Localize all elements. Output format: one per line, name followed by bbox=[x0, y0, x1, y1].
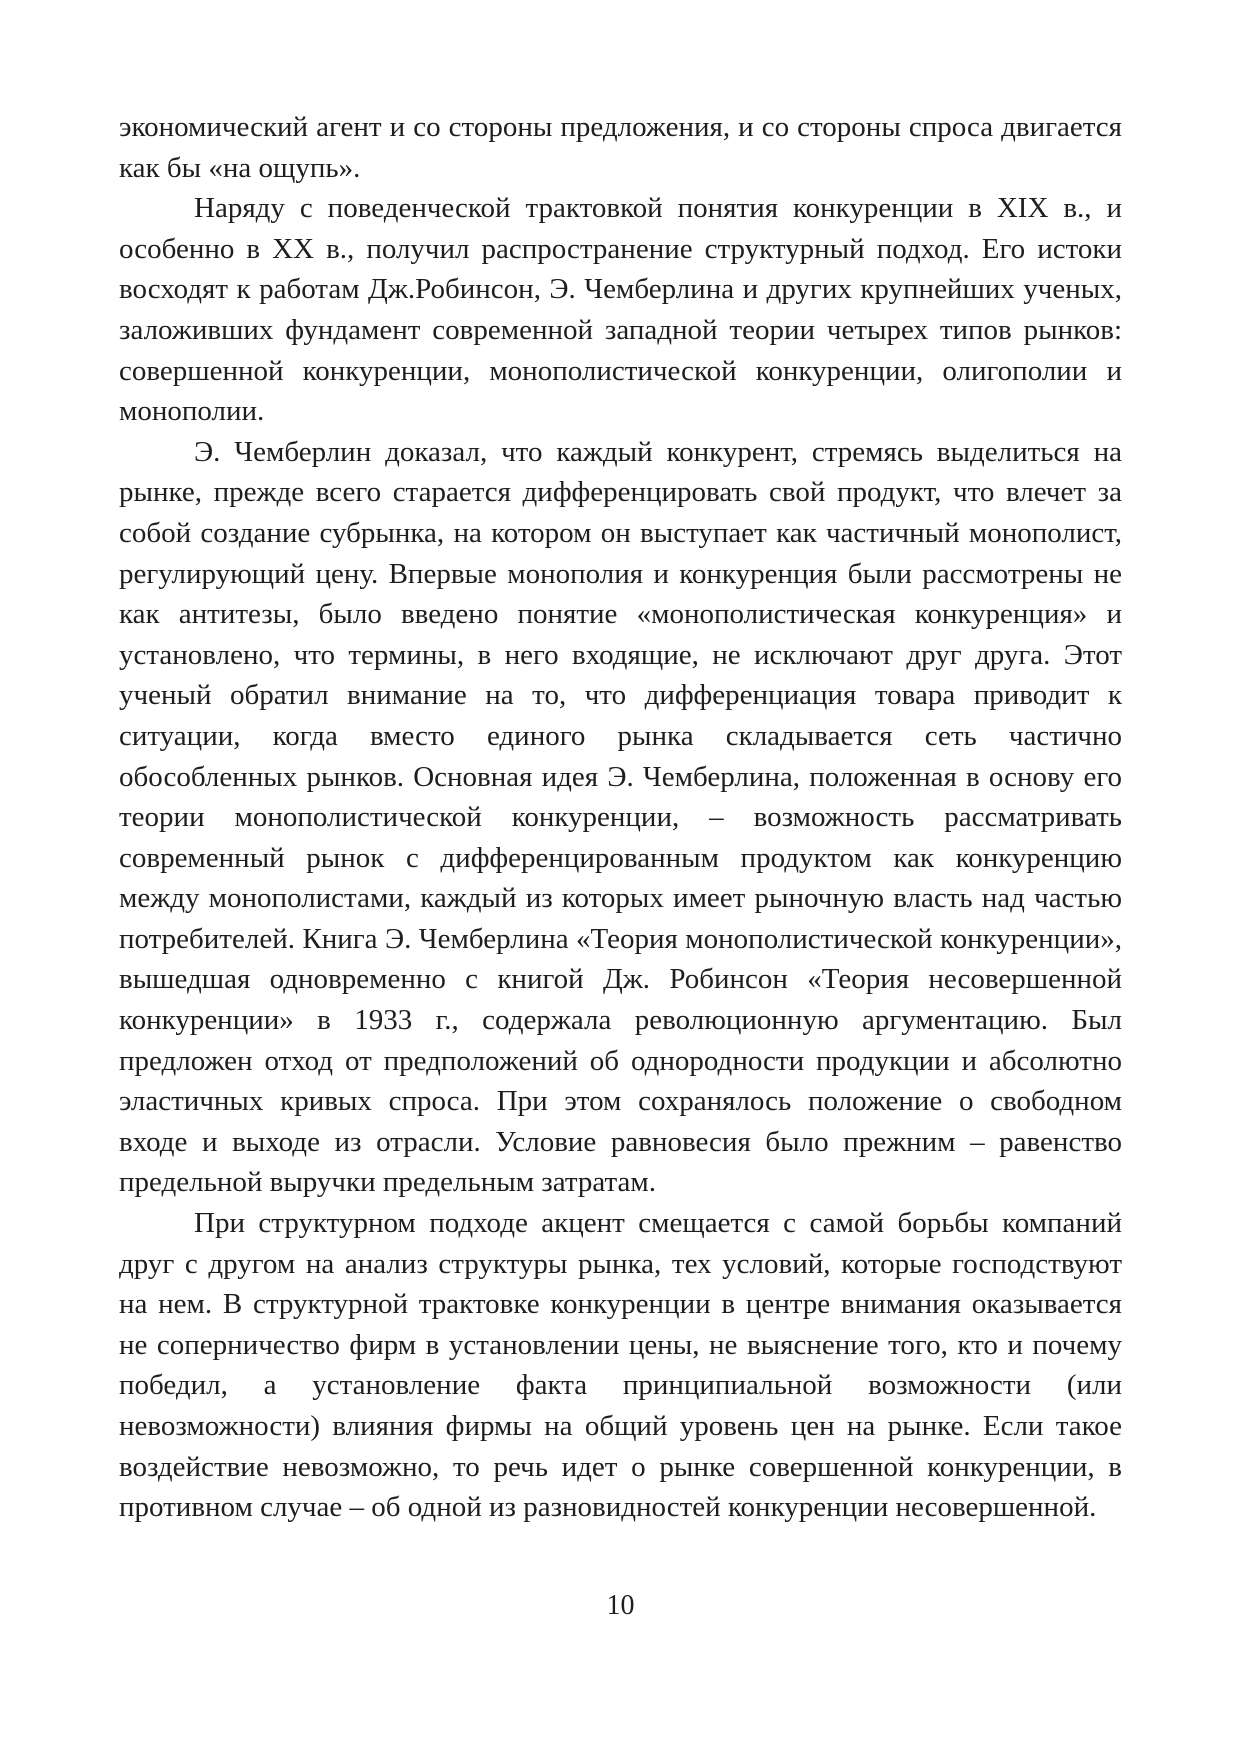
paragraph-structural-approach: Наряду с поведенческой трактовкой понятия конкуренции в XIX в., и особенно в XX в., получил распространение структурный подход. Его истоки восходят к работам Дж.Робинсон, Э. Чемберлина и других крупнейших ученых, заложивших фундамент современной западной теории четырех типов рынков: совершенной конкуренции, монополистической конкуренции, олигополии и монополии. bbox=[119, 192, 1122, 428]
paragraph-continuation: экономический агент и со стороны предложения, и со стороны спроса двигается как бы «на ощупь». bbox=[119, 111, 1122, 184]
page-number: 10 bbox=[606, 1590, 635, 1621]
paragraph-structural-focus: При структурном подходе акцент смещается с самой борьбы компаний друг с другом на анализ структуры рынка, тех условий, которые господствуют на нем. В структурной трактовке конкуренции в центре внимания оказывается не соперничество фирм в установлении цены, не выяснение того, кто и почему победил, а установление факта принципиальной возможности (или невозможности) влияния фирмы на общий уровень цен на рынке. Если такое воздействие невозможно, то речь идет о рынке совершенной конкуренции, в противном случае – об одной из разновидностей конкуренции несовершенной. bbox=[119, 1207, 1122, 1524]
paragraph-chamberlin: Э. Чемберлин доказал, что каждый конкурент, стремясь выделиться на рынке, прежде всего старается дифференцировать свой продукт, что влечет за собой создание субрынка, на котором он выступает как частичный монополист, регулирующий цену. Впервые монополия и конкуренция были рассмотрены не как антитезы, было введено понятие «монополистическая конкуренция» и установлено, что термины, в него входящие, не исключают друг друга. Этот ученый обратил внимание на то, что дифференциация товара приводит к ситуации, когда вместо единого рынка складывается сеть частично обособленных рынков. Основная идея Э. Чемберлина, положенная в основу его теории монополистической конкуренции, – возможность рассматривать современный рынок с дифференцированным продуктом как конкуренцию между монополистами, каждый из которых имеет рыночную власть над частью потребителей. Книга Э. Чемберлина «Теория монополистической конкуренции», вышедшая одновременно с книгой Дж. Робинсон «Теория несовершенной конкуренции» в 1933 г., содержала революционную аргументацию. Был предложен отход от предположений об однородности продукции и абсолютно эластичных кривых спроса. При этом сохранялось положение о свободном входе и выходе из отрасли. Условие равновесия было прежним – равенство предельной выручки предельным затратам. bbox=[119, 435, 1122, 1199]
body-text bbox=[119, 107, 1122, 1528]
